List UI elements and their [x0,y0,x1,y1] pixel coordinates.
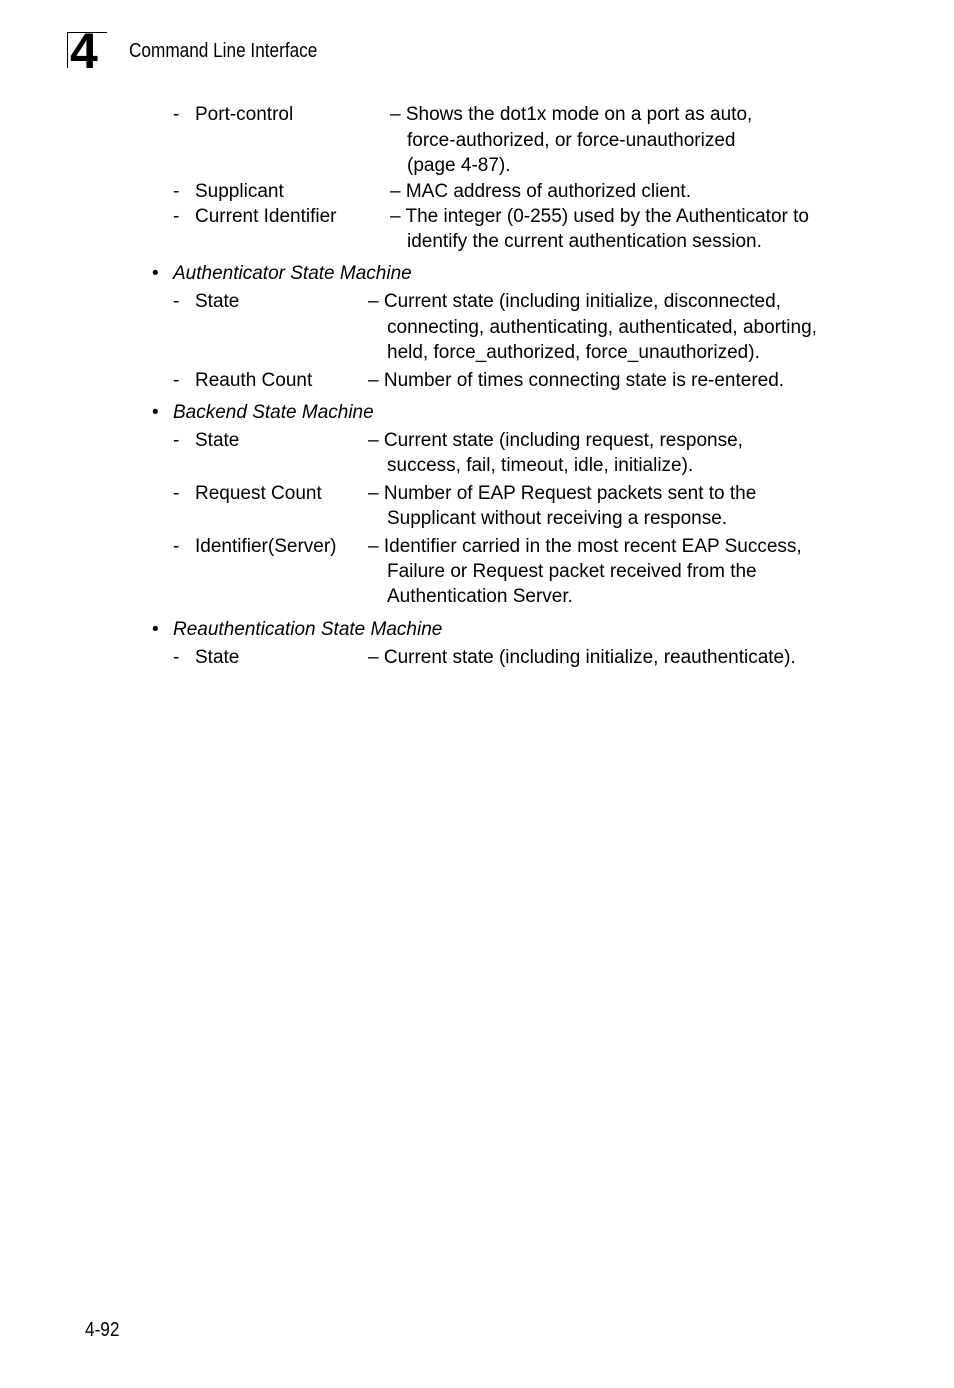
description-line: held, force_authorized, force_unauthorized). [387,342,760,363]
term-supplicant: Supplicant [195,181,284,202]
description-line: Supplicant without receiving a response. [387,508,728,529]
section-bullet: • [152,402,159,423]
description-line: force-authorized, or force-unauthorized [407,130,736,151]
list-item-dash: - [173,291,180,312]
description-line: (page 4-87). [407,155,511,176]
description-line: – MAC address of authorized client. [390,181,691,202]
term-port-control: Port-control [195,104,294,125]
list-item-dash: - [173,430,180,451]
term-state: State [195,647,240,668]
term-current-identifier: Current Identifier [195,206,337,227]
page-number: 4-92 [85,1319,120,1341]
chapter-number: 4 [70,23,96,79]
description-line: – Current state (including request, response, [368,430,743,451]
list-item-dash: - [173,104,180,125]
term-request-count: Request Count [195,483,322,504]
running-header-title: Command Line Interface [129,40,318,62]
section-bullet: • [152,263,159,284]
description-line: – The integer (0-255) used by the Authenticator to [390,206,809,227]
list-item-dash: - [173,483,180,504]
description-line: – Current state (including initialize, reauthenticate). [368,647,796,668]
description-line: success, fail, timeout, idle, initialize). [387,455,694,476]
section-title-authenticator: Authenticator State Machine [173,263,412,284]
description-line: Authentication Server. [387,586,573,607]
term-state: State [195,430,240,451]
list-item-dash: - [173,536,180,557]
section-title-backend: Backend State Machine [173,402,374,423]
description-line: – Current state (including initialize, disconnected, [368,291,781,312]
list-item-dash: - [173,370,180,391]
description-line: Failure or Request packet received from the [387,561,757,582]
list-item-dash: - [173,206,180,227]
term-identifier-server: Identifier(Server) [195,536,337,557]
description-line: – Identifier carried in the most recent EAP Success, [368,536,802,557]
term-reauth-count: Reauth Count [195,370,313,391]
section-title-reauthentication: Reauthentication State Machine [173,619,443,640]
description-line: – Number of EAP Request packets sent to the [368,483,757,504]
description-line: identify the current authentication session. [407,231,762,252]
term-state: State [195,291,240,312]
description-line: connecting, authenticating, authenticated, aborting, [387,317,817,338]
description-line: – Shows the dot1x mode on a port as auto, [390,104,753,125]
list-item-dash: - [173,181,180,202]
description-line: – Number of times connecting state is re-entered. [368,370,785,391]
section-bullet: • [152,619,159,640]
list-item-dash: - [173,647,180,668]
